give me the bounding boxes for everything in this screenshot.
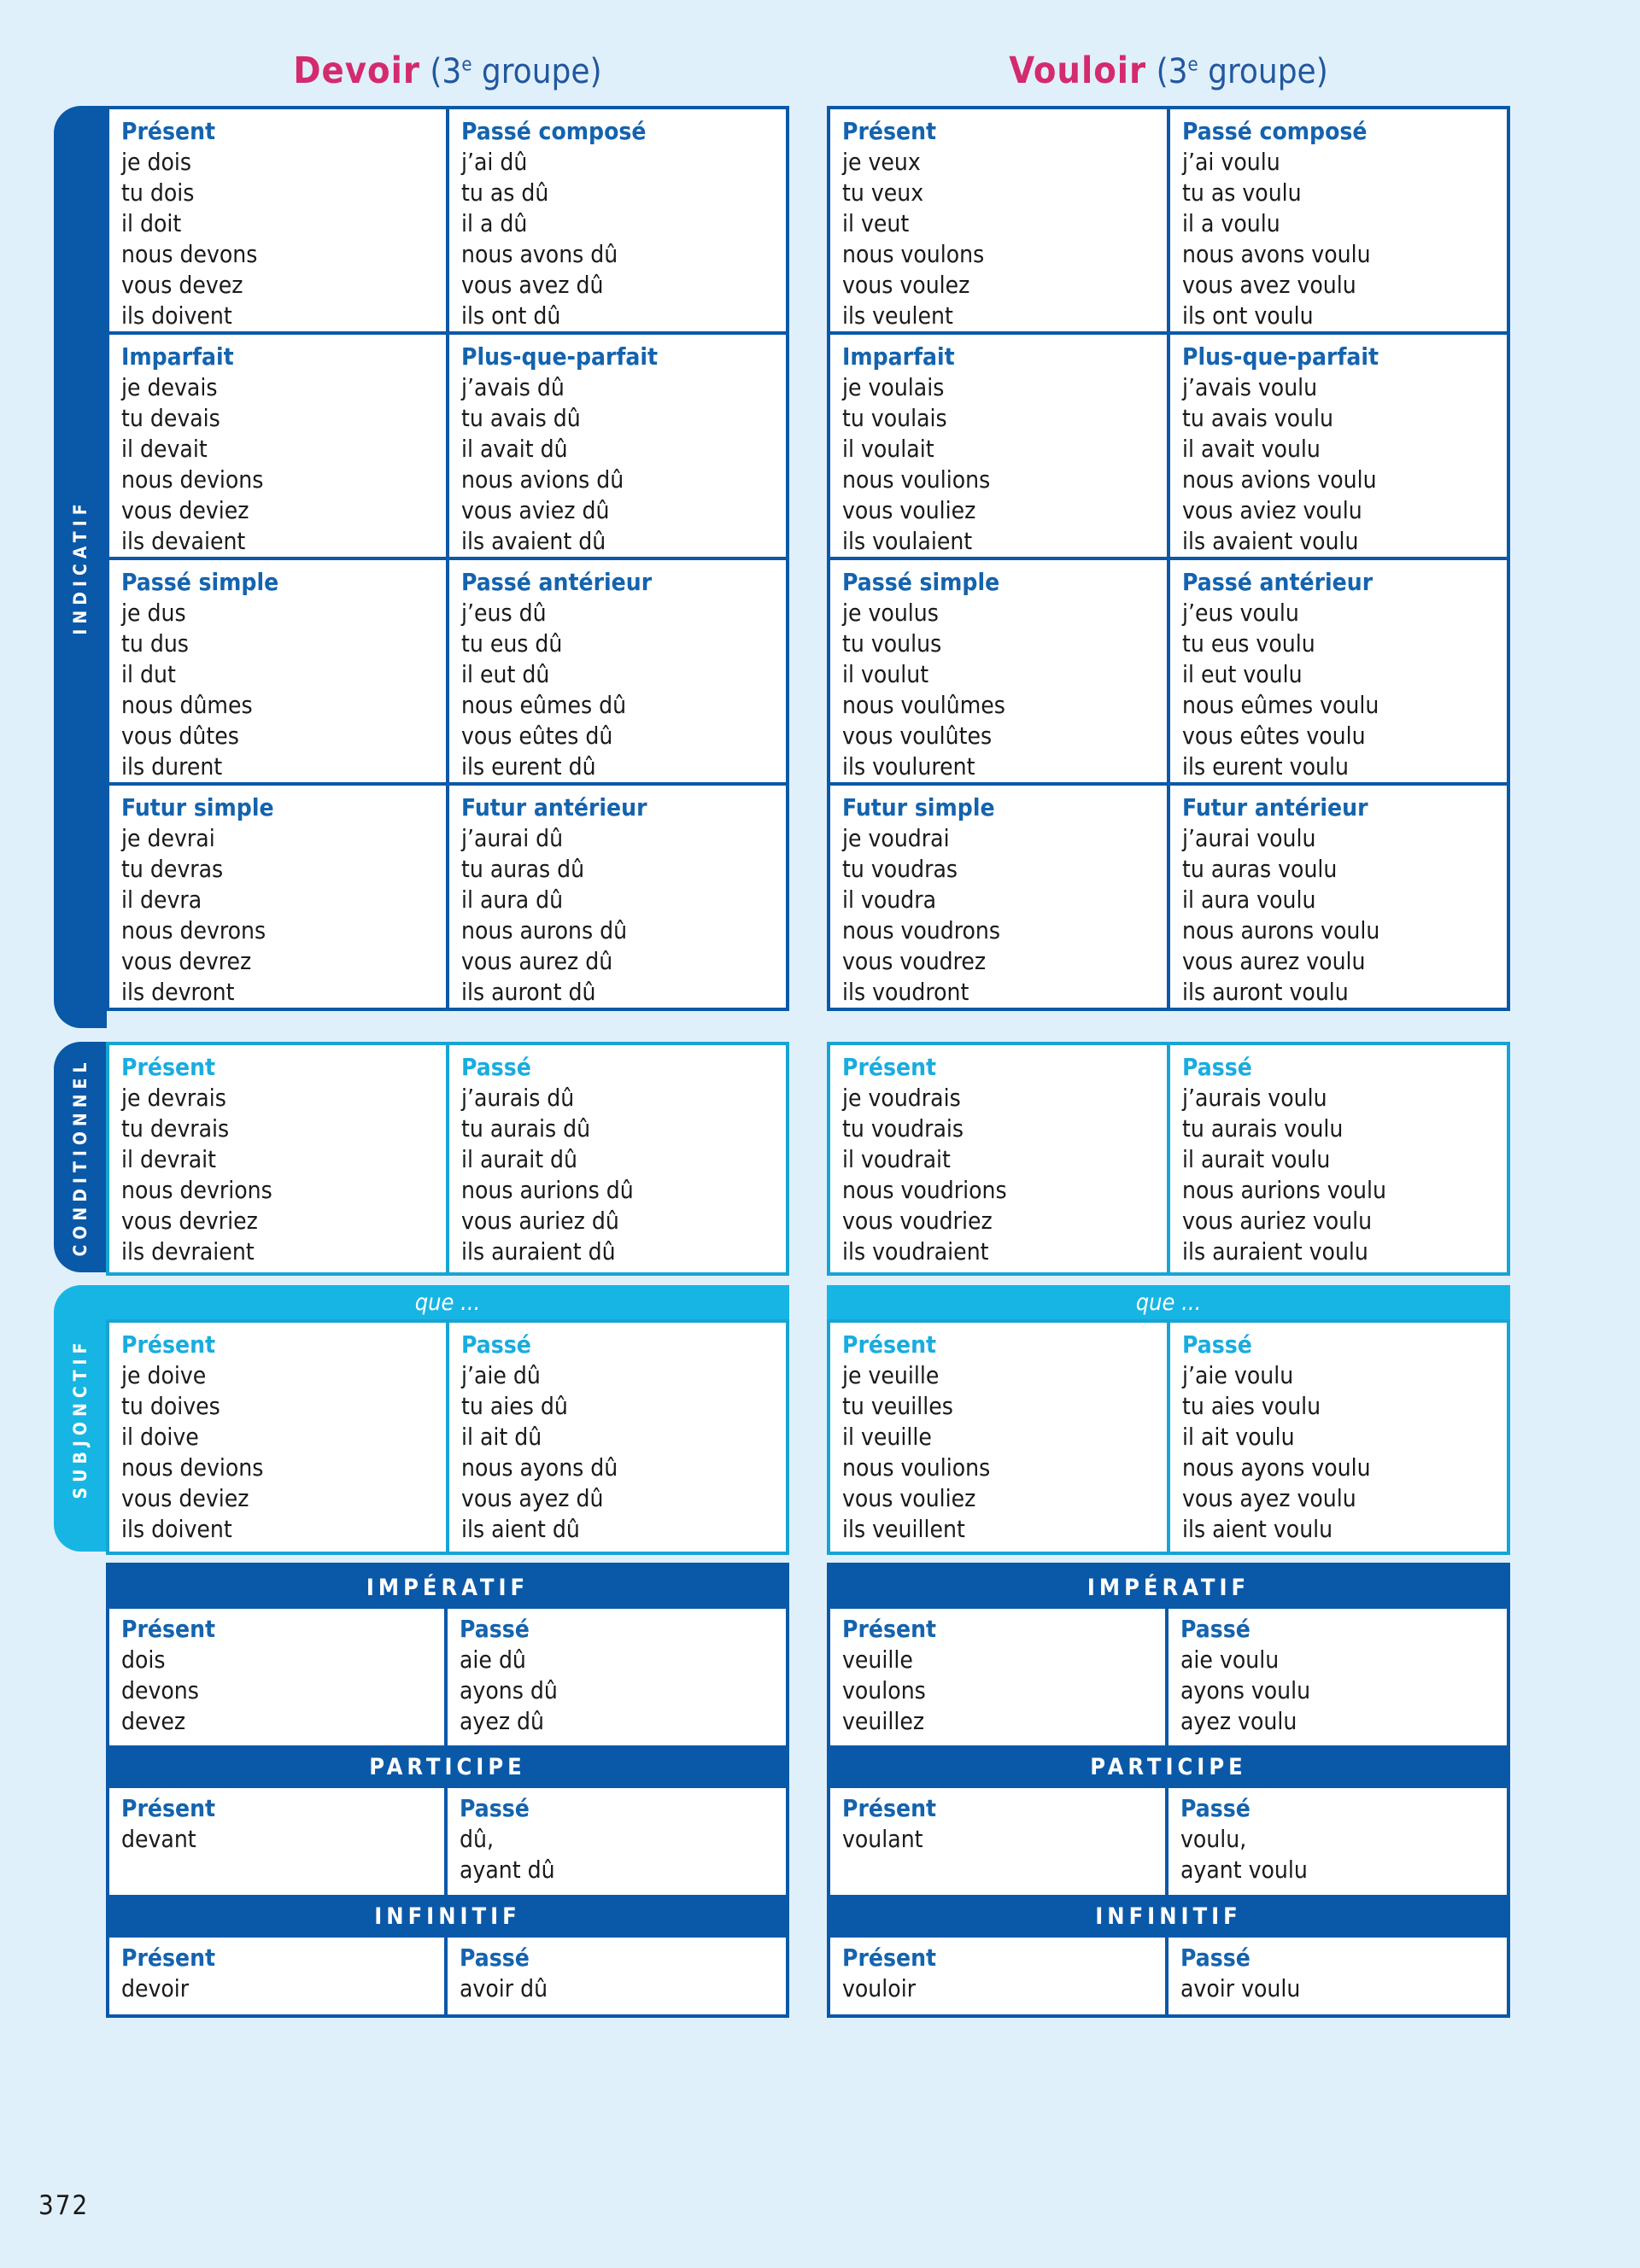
tense-title: Passé bbox=[460, 1944, 530, 1972]
conjugated-form: j’ai dû bbox=[461, 148, 528, 176]
conjugated-form: nous avons dû bbox=[461, 240, 618, 268]
page-number: 372 bbox=[38, 2190, 90, 2221]
mood-label-conditionnel: CONDITIONNEL bbox=[70, 1057, 91, 1257]
tense-title: Futur antérieur bbox=[1182, 793, 1368, 821]
conjugated-form: il avait dû bbox=[461, 435, 568, 463]
mood-label-subjonctif: SUBJONCTIF bbox=[70, 1337, 91, 1499]
conjugated-form: vous aurez voulu bbox=[1182, 947, 1366, 975]
conjugated-form: nous devions bbox=[121, 1453, 264, 1482]
verb-title bbox=[827, 50, 1510, 92]
conjugated-form: nous devrions bbox=[121, 1176, 272, 1204]
conjugated-form: il aurait dû bbox=[461, 1145, 578, 1173]
conjugated-form: je voulus bbox=[842, 599, 939, 627]
group-sup: e bbox=[1187, 54, 1198, 76]
tense-cell bbox=[1168, 108, 1508, 333]
conjugated-form: ils aient voulu bbox=[1182, 1515, 1333, 1543]
conjugated-form: nous aurions dû bbox=[461, 1176, 634, 1204]
conjugated-form: ayons dû bbox=[460, 1676, 558, 1704]
conjugated-form: tu avais dû bbox=[461, 404, 581, 432]
conjugated-form: il aura voulu bbox=[1182, 886, 1316, 914]
tense-cell bbox=[830, 1788, 1168, 1895]
conjugated-form: j’aurais voulu bbox=[1182, 1084, 1327, 1112]
mood-row bbox=[830, 1788, 1507, 1895]
conjugated-form: je doive bbox=[121, 1361, 207, 1389]
tense-cell bbox=[829, 784, 1168, 1009]
conjugated-form: ils doivent bbox=[121, 301, 232, 330]
tense-title: Passé antérieur bbox=[1182, 568, 1374, 596]
conjugated-form: nous avons voulu bbox=[1182, 240, 1371, 268]
conjugated-form: ayant dû bbox=[460, 1856, 555, 1884]
tense-cell bbox=[448, 1043, 788, 1274]
tense-cell bbox=[1168, 333, 1508, 558]
indicatif-row bbox=[829, 558, 1508, 784]
conjugated-form: nous avions dû bbox=[461, 465, 624, 494]
conjugated-form: nous aurons voulu bbox=[1182, 916, 1380, 944]
conjugated-form: nous avions voulu bbox=[1182, 465, 1377, 494]
conjugated-form: j’eus voulu bbox=[1182, 599, 1299, 627]
mood-band: IMPÉRATIF bbox=[830, 1566, 1507, 1609]
conjugated-form: il veuille bbox=[842, 1423, 932, 1451]
conjugated-form: tu aurais dû bbox=[461, 1114, 591, 1143]
tense-title: Présent bbox=[121, 1053, 216, 1081]
group-prefix: (3 bbox=[430, 52, 462, 91]
tense-cell bbox=[108, 558, 448, 784]
conjugated-form: ils voulurent bbox=[842, 752, 975, 780]
mood-row bbox=[830, 1938, 1507, 2014]
conjugated-form: je voulais bbox=[842, 373, 945, 401]
mood-tab-indicatif bbox=[54, 106, 107, 1028]
conjugated-form: nous voulûmes bbox=[842, 691, 1005, 719]
tense-title: Plus-que-parfait bbox=[461, 342, 659, 371]
tense-cell bbox=[448, 1609, 786, 1745]
conjugated-form: ayez voulu bbox=[1180, 1707, 1297, 1735]
conjugated-form: je dois bbox=[121, 148, 192, 176]
conjugated-form: ils veuillent bbox=[842, 1515, 965, 1543]
conjugated-form: ils voudraient bbox=[842, 1237, 989, 1266]
conjugated-form: tu veux bbox=[842, 178, 924, 207]
impersonal-moods-block bbox=[827, 1563, 1510, 2018]
tense-title: Passé bbox=[460, 1794, 530, 1822]
tense-title: Passé simple bbox=[121, 568, 279, 596]
tense-title: Présent bbox=[121, 1330, 216, 1359]
conjugated-form: je devrai bbox=[121, 824, 215, 852]
conjugated-form: il doit bbox=[121, 209, 182, 237]
tense-cell bbox=[109, 1788, 448, 1895]
tense-title: Passé composé bbox=[461, 117, 647, 145]
conjugated-form: dois bbox=[121, 1645, 166, 1674]
conjugated-form: j’aurai voulu bbox=[1182, 824, 1316, 852]
tense-cell bbox=[829, 558, 1168, 784]
mood-row bbox=[109, 1788, 786, 1895]
conjugated-form: tu aies dû bbox=[461, 1392, 568, 1420]
tense-title: Passé bbox=[461, 1053, 531, 1081]
conjugated-form: vouloir bbox=[842, 1974, 917, 2002]
group-suffix: groupe) bbox=[1198, 52, 1328, 91]
tense-title: Présent bbox=[121, 1615, 216, 1643]
conjugated-form: ils eurent voulu bbox=[1182, 752, 1349, 780]
tense-cell bbox=[830, 1938, 1168, 2014]
conjugated-form: je voudrai bbox=[842, 824, 950, 852]
conjugated-form: aie dû bbox=[460, 1645, 526, 1674]
conjugated-form: ils devraient bbox=[121, 1237, 255, 1266]
conjugated-form: tu dus bbox=[121, 629, 189, 658]
conjugated-form: nous dûmes bbox=[121, 691, 253, 719]
conjugated-form: tu voudrais bbox=[842, 1114, 964, 1143]
conjugated-form: vous aviez dû bbox=[461, 496, 610, 524]
conjugated-form: nous aurions voulu bbox=[1182, 1176, 1386, 1204]
conjugated-form: vous deviez bbox=[121, 496, 249, 524]
tense-title: Présent bbox=[121, 1944, 216, 1972]
conjugated-form: vous ayez voulu bbox=[1182, 1484, 1356, 1512]
tense-title: Plus-que-parfait bbox=[1182, 342, 1379, 371]
conjugated-form: vous devrez bbox=[121, 947, 252, 975]
conjugated-form: tu voudras bbox=[842, 855, 958, 883]
tense-title: Futur antérieur bbox=[461, 793, 647, 821]
conjugated-form: vous vouliez bbox=[842, 496, 976, 524]
conjugated-form: nous voudrons bbox=[842, 916, 1000, 944]
tense-cell bbox=[448, 1321, 788, 1553]
conjugated-form: je voudrais bbox=[842, 1084, 961, 1112]
conjugated-form: ils voudront bbox=[842, 978, 969, 1006]
tense-title: Passé antérieur bbox=[461, 568, 653, 596]
conjugated-form: voulu, bbox=[1180, 1825, 1247, 1853]
tense-cell bbox=[108, 333, 448, 558]
tense-cell bbox=[1168, 784, 1508, 1009]
conjugated-form: vous dûtes bbox=[121, 722, 239, 750]
tense-title: Passé simple bbox=[842, 568, 1000, 596]
conjugated-form: devons bbox=[121, 1676, 199, 1704]
indicatif-row bbox=[829, 333, 1508, 558]
conjugated-form: j’avais voulu bbox=[1182, 373, 1318, 401]
conjugated-form: tu devrais bbox=[121, 1114, 230, 1143]
conjugated-form: nous voulions bbox=[842, 1453, 991, 1482]
indicatif-row bbox=[108, 558, 788, 784]
conjugated-form: tu veuilles bbox=[842, 1392, 953, 1420]
conjugated-form: tu dois bbox=[121, 178, 195, 207]
conjugated-form: vous voulûtes bbox=[842, 722, 993, 750]
tense-cell bbox=[1168, 1321, 1508, 1553]
mood-row bbox=[830, 1609, 1507, 1745]
subjonctif-table bbox=[106, 1319, 789, 1555]
tense-title: Présent bbox=[842, 1615, 937, 1643]
conjugated-form: ayant voulu bbox=[1180, 1856, 1308, 1884]
conjugated-form: il a voulu bbox=[1182, 209, 1280, 237]
conjugated-form: tu aurais voulu bbox=[1182, 1114, 1344, 1143]
conjugated-form: tu voulus bbox=[842, 629, 942, 658]
tense-cell bbox=[448, 784, 788, 1009]
verb-title bbox=[106, 50, 789, 92]
tense-cell bbox=[829, 108, 1168, 333]
conjugated-form: il voudrait bbox=[842, 1145, 951, 1173]
tense-title: Présent bbox=[842, 1794, 937, 1822]
indicatif-row bbox=[829, 784, 1508, 1009]
impersonal-moods-block bbox=[106, 1563, 789, 2018]
conjugated-form: je devrais bbox=[121, 1084, 226, 1112]
mood-band: PARTICIPE bbox=[109, 1745, 786, 1788]
conjugated-form: j’aie voulu bbox=[1182, 1361, 1294, 1389]
tense-cell bbox=[108, 108, 448, 333]
conjugated-form: il veut bbox=[842, 209, 910, 237]
conjugated-form: nous voulons bbox=[842, 240, 985, 268]
conjugated-form: il avait voulu bbox=[1182, 435, 1321, 463]
conjugated-form: vous voudriez bbox=[842, 1207, 993, 1235]
conjugated-form: nous voudrions bbox=[842, 1176, 1007, 1204]
tense-cell bbox=[1168, 1043, 1508, 1274]
tense-title: Présent bbox=[842, 1053, 937, 1081]
conjugated-form: il aurait voulu bbox=[1182, 1145, 1331, 1173]
conjugated-form: il ait dû bbox=[461, 1423, 542, 1451]
conjugated-form: tu doives bbox=[121, 1392, 220, 1420]
conjugated-form: il voulut bbox=[842, 660, 929, 688]
conjugated-form: tu voulais bbox=[842, 404, 947, 432]
tense-title: Futur simple bbox=[842, 793, 995, 821]
tense-cell bbox=[108, 784, 448, 1009]
mood-band: INFINITIF bbox=[830, 1895, 1507, 1938]
tense-cell bbox=[448, 1938, 786, 2014]
conjugated-form: vous avez voulu bbox=[1182, 271, 1356, 299]
conjugated-form: ayons voulu bbox=[1180, 1676, 1311, 1704]
conjugated-form: devoir bbox=[121, 1974, 190, 2002]
conjugated-form: avoir voulu bbox=[1180, 1974, 1301, 2002]
conjugated-form: j’aie dû bbox=[461, 1361, 541, 1389]
conjugated-form: vous eûtes dû bbox=[461, 722, 613, 750]
conjugated-form: tu auras voulu bbox=[1182, 855, 1338, 883]
tense-cell bbox=[108, 1321, 448, 1553]
conjugated-form: tu eus voulu bbox=[1182, 629, 1315, 658]
tense-cell bbox=[830, 1609, 1168, 1745]
indicatif-row bbox=[108, 108, 788, 333]
tense-cell bbox=[448, 333, 788, 558]
conjugated-form: nous voulions bbox=[842, 465, 991, 494]
conjugated-form: j’avais dû bbox=[461, 373, 565, 401]
mood-label-indicatif: INDICATIF bbox=[70, 499, 91, 635]
conjugated-form: il eut voulu bbox=[1182, 660, 1303, 688]
mood-tab-conditionnel bbox=[54, 1042, 107, 1272]
conjugated-form: ils auront dû bbox=[461, 978, 596, 1006]
conjugated-form: ils devront bbox=[121, 978, 235, 1006]
conjugated-form: vous eûtes voulu bbox=[1182, 722, 1366, 750]
conjugated-form: ils voulaient bbox=[842, 527, 973, 555]
conjugated-form: ils aient dû bbox=[461, 1515, 580, 1543]
verb-name: Devoir bbox=[293, 50, 420, 92]
tense-title: Passé bbox=[1182, 1053, 1252, 1081]
conjugated-form: il a dû bbox=[461, 209, 528, 237]
conjugated-form: nous ayons voulu bbox=[1182, 1453, 1371, 1482]
conjugated-form: je veuille bbox=[842, 1361, 940, 1389]
conjugated-form: tu as voulu bbox=[1182, 178, 1302, 207]
conjugated-form: devant bbox=[121, 1825, 196, 1853]
tense-title: Futur simple bbox=[121, 793, 274, 821]
tense-title: Présent bbox=[842, 1330, 937, 1359]
conjugated-form: vous auriez voulu bbox=[1182, 1207, 1373, 1235]
conjugated-form: veuillez bbox=[842, 1707, 925, 1735]
conjugated-form: vous auriez dû bbox=[461, 1207, 619, 1235]
conjugated-form: avoir dû bbox=[460, 1974, 548, 2002]
indicatif-table bbox=[827, 106, 1510, 1011]
conjugated-form: aie voulu bbox=[1180, 1645, 1280, 1674]
conjugated-form: il ait voulu bbox=[1182, 1423, 1295, 1451]
conjugated-form: tu aies voulu bbox=[1182, 1392, 1321, 1420]
subjonctif-table bbox=[827, 1319, 1510, 1555]
conjugated-form: vous voulez bbox=[842, 271, 970, 299]
tense-title: Passé bbox=[1182, 1330, 1252, 1359]
conjugated-form: vous aurez dû bbox=[461, 947, 613, 975]
tense-cell bbox=[1168, 1938, 1507, 2014]
conjugated-form: tu auras dû bbox=[461, 855, 585, 883]
tense-title: Présent bbox=[842, 117, 937, 145]
conjugated-form: il devra bbox=[121, 886, 202, 914]
conjugated-form: vous ayez dû bbox=[461, 1484, 604, 1512]
indicatif-table bbox=[106, 106, 789, 1011]
mood-band: IMPÉRATIF bbox=[109, 1566, 786, 1609]
conjugated-form: dû, bbox=[460, 1825, 494, 1853]
conjugated-form: vous vouliez bbox=[842, 1484, 976, 1512]
tense-cell bbox=[448, 108, 788, 333]
conjugated-form: il doive bbox=[121, 1423, 199, 1451]
tense-cell bbox=[829, 1321, 1168, 1553]
conjugated-form: ils avaient voulu bbox=[1182, 527, 1359, 555]
conjugated-form: j’ai voulu bbox=[1182, 148, 1280, 176]
conjugated-form: il devait bbox=[121, 435, 208, 463]
conjugated-form: ils ont voulu bbox=[1182, 301, 1314, 330]
tense-cell bbox=[1168, 1609, 1507, 1745]
group-suffix: groupe) bbox=[472, 52, 602, 91]
conjugated-form: j’eus dû bbox=[461, 599, 547, 627]
tense-cell bbox=[448, 1788, 786, 1895]
conjugated-form: je devais bbox=[121, 373, 218, 401]
conjugated-form: il devrait bbox=[121, 1145, 217, 1173]
conjugated-form: nous eûmes voulu bbox=[1182, 691, 1379, 719]
que-bar: que ... bbox=[106, 1285, 789, 1319]
conjugated-form: tu devais bbox=[121, 404, 220, 432]
conjugated-form: nous devrons bbox=[121, 916, 266, 944]
mood-band: INFINITIF bbox=[109, 1895, 786, 1938]
mood-tab-subjonctif bbox=[54, 1285, 107, 1552]
conjugated-form: ils auront voulu bbox=[1182, 978, 1349, 1006]
mood-band: PARTICIPE bbox=[830, 1745, 1507, 1788]
conjugated-form: vous avez dû bbox=[461, 271, 604, 299]
conjugated-form: vous aviez voulu bbox=[1182, 496, 1362, 524]
tense-cell bbox=[109, 1938, 448, 2014]
mood-row bbox=[109, 1609, 786, 1745]
conditionnel-table bbox=[106, 1042, 789, 1276]
conjugated-form: ils eurent dû bbox=[461, 752, 596, 780]
tense-title: Imparfait bbox=[121, 342, 234, 371]
conjugated-form: ils avaient dû bbox=[461, 527, 606, 555]
conjugated-form: ils auraient dû bbox=[461, 1237, 616, 1266]
conjugated-form: je dus bbox=[121, 599, 186, 627]
conjugated-form: tu avais voulu bbox=[1182, 404, 1333, 432]
conjugated-form: il voulait bbox=[842, 435, 934, 463]
tense-title: Passé bbox=[1180, 1944, 1250, 1972]
conjugated-form: nous eûmes dû bbox=[461, 691, 627, 719]
conjugated-form: ils durent bbox=[121, 752, 223, 780]
tense-cell bbox=[1168, 558, 1508, 784]
verb-name: Vouloir bbox=[1009, 50, 1147, 92]
tense-cell bbox=[829, 1043, 1168, 1274]
conjugated-form: ils ont dû bbox=[461, 301, 561, 330]
tense-cell bbox=[448, 558, 788, 784]
group-sup: e bbox=[461, 54, 472, 76]
conjugated-form: vous devez bbox=[121, 271, 243, 299]
conjugated-form: vous devriez bbox=[121, 1207, 258, 1235]
conjugated-form: j’aurai dû bbox=[461, 824, 564, 852]
tense-title: Passé bbox=[460, 1615, 530, 1643]
conjugated-form: nous ayons dû bbox=[461, 1453, 618, 1482]
conjugated-form: vous voudrez bbox=[842, 947, 987, 975]
indicatif-row bbox=[108, 784, 788, 1009]
conjugated-form: ils doivent bbox=[121, 1515, 232, 1543]
tense-title: Passé composé bbox=[1182, 117, 1368, 145]
tense-title: Imparfait bbox=[842, 342, 955, 371]
conjugated-form: il voudra bbox=[842, 886, 937, 914]
tense-cell bbox=[829, 333, 1168, 558]
conjugated-form: nous devons bbox=[121, 240, 258, 268]
conjugated-form: ils veulent bbox=[842, 301, 953, 330]
conjugated-form: veuille bbox=[842, 1645, 913, 1674]
tense-title: Passé bbox=[461, 1330, 531, 1359]
conditionnel-table bbox=[827, 1042, 1510, 1276]
que-bar: que ... bbox=[827, 1285, 1510, 1319]
tense-title: Passé bbox=[1180, 1615, 1250, 1643]
tense-title: Présent bbox=[842, 1944, 937, 1972]
conjugated-form: tu as dû bbox=[461, 178, 549, 207]
tense-cell bbox=[1168, 1788, 1507, 1895]
tense-cell bbox=[108, 1043, 448, 1274]
indicatif-row bbox=[829, 108, 1508, 333]
conjugated-form: ayez dû bbox=[460, 1707, 545, 1735]
conjugated-form: ils devaient bbox=[121, 527, 246, 555]
conjugated-form: vous deviez bbox=[121, 1484, 249, 1512]
tense-title: Passé bbox=[1180, 1794, 1250, 1822]
tense-title: Présent bbox=[121, 117, 216, 145]
conjugated-form: j’aurais dû bbox=[461, 1084, 575, 1112]
conjugated-form: devez bbox=[121, 1707, 186, 1735]
mood-row bbox=[109, 1938, 786, 2014]
tense-cell bbox=[109, 1609, 448, 1745]
conjugated-form: il dut bbox=[121, 660, 176, 688]
conjugated-form: ils auraient voulu bbox=[1182, 1237, 1368, 1266]
conjugated-form: tu devras bbox=[121, 855, 224, 883]
tense-title: Présent bbox=[121, 1794, 216, 1822]
conjugated-form: tu eus dû bbox=[461, 629, 563, 658]
group-prefix: (3 bbox=[1156, 52, 1188, 91]
conjugated-form: je veux bbox=[842, 148, 921, 176]
indicatif-row bbox=[108, 333, 788, 558]
conjugated-form: il aura dû bbox=[461, 886, 564, 914]
conjugated-form: il eut dû bbox=[461, 660, 550, 688]
conjugated-form: voulons bbox=[842, 1676, 926, 1704]
conjugated-form: nous devions bbox=[121, 465, 264, 494]
conjugated-form: voulant bbox=[842, 1825, 923, 1853]
conjugated-form: nous aurons dû bbox=[461, 916, 628, 944]
